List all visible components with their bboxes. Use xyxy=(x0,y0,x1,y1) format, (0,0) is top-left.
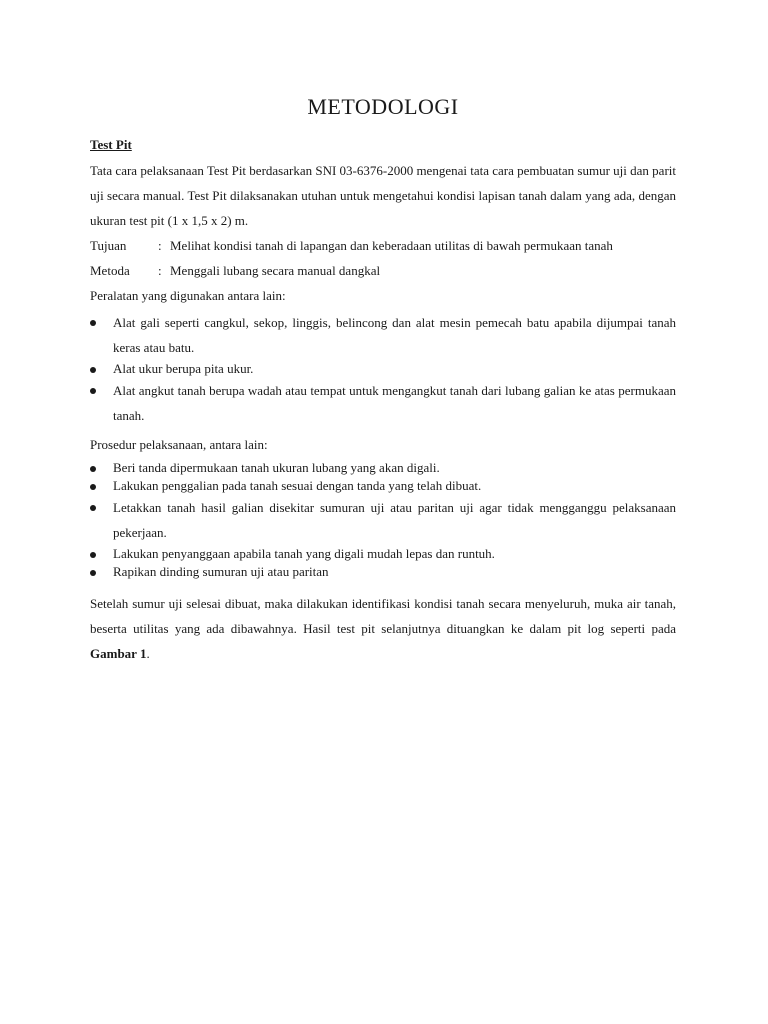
detail-value: Menggali lubang secara manual dangkal xyxy=(170,263,381,278)
list-item xyxy=(90,495,676,545)
list-item-text: Rapikan dinding sumuran uji atau paritan xyxy=(113,564,329,579)
list-item xyxy=(90,459,676,477)
closing-paragraph xyxy=(90,591,676,666)
equipment-list xyxy=(90,310,676,428)
page-title: METODOLOGI xyxy=(307,94,459,119)
list-item-text: Lakukan penyanggaan apabila tanah yang digali mudah lepas dan runtuh. xyxy=(113,546,495,561)
list-item xyxy=(90,563,676,581)
list-item xyxy=(90,545,676,563)
detail-row-tujuan xyxy=(90,233,676,258)
bullet-icon xyxy=(90,552,96,558)
bullet-icon xyxy=(90,367,96,373)
equipment-intro: Peralatan yang digunakan antara lain: xyxy=(90,288,286,303)
list-item xyxy=(90,378,676,428)
detail-separator: : xyxy=(158,238,162,253)
list-item-text: Alat gali seperti cangkul, sekop, linggis, belincong dan alat mesin pemecah batu apabila dijumpai tanah keras atau batu. xyxy=(113,315,676,355)
section-heading: Test Pit xyxy=(90,137,132,152)
detail-separator: : xyxy=(158,263,162,278)
list-item xyxy=(90,310,676,360)
bullet-icon xyxy=(90,466,96,472)
list-item-text: Letakkan tanah hasil galian disekitar sumuran uji atau paritan uji agar tidak mengganggu pelaksanaan pekerjaan. xyxy=(113,500,676,540)
list-item-text: Lakukan penggalian pada tanah sesuai dengan tanda yang telah dibuat. xyxy=(113,478,482,493)
bullet-icon xyxy=(90,388,96,394)
document-page xyxy=(90,92,676,666)
intro-paragraph: Tata cara pelaksanaan Test Pit berdasarkan SNI 03-6376-2000 mengenai tata cara pembuatan sumur uji dan parit uji secara manual. Test Pit dilaksanakan utuhan untuk mengetahui kondisi lapisan tanah dalam yang ada, dengan ukuran test pit (1 x 1,5 x 2) m. xyxy=(90,163,676,228)
detail-key: Metoda xyxy=(90,263,130,278)
procedure-list xyxy=(90,459,676,581)
bullet-icon xyxy=(90,320,96,326)
figure-reference: Gambar 1 xyxy=(90,646,147,661)
bullet-icon xyxy=(90,505,96,511)
closing-text: Setelah sumur uji selesai dibuat, maka dilakukan identifikasi kondisi tanah secara menyeluruh, muka air tanah, beserta utilitas yang ada dibawahnya. Hasil test pit selanjutnya dituangkan ke dalam pit log seperti pada xyxy=(90,596,676,636)
list-item-text: Alat angkut tanah berupa wadah atau tempat untuk mengangkut tanah dari lubang galian ke atas permukaan tanah. xyxy=(113,383,676,423)
list-item xyxy=(90,477,676,495)
list-item xyxy=(90,360,676,378)
closing-end: . xyxy=(146,646,150,661)
detail-row-metoda xyxy=(90,258,676,283)
detail-value: Melihat kondisi tanah di lapangan dan keberadaan utilitas di bawah permukaan tanah xyxy=(170,238,613,253)
details-list xyxy=(90,233,676,283)
bullet-icon xyxy=(90,570,96,576)
detail-key: Tujuan xyxy=(90,238,127,253)
bullet-icon xyxy=(90,484,96,490)
list-item-text: Beri tanda dipermukaan tanah ukuran lubang yang akan digali. xyxy=(113,460,440,475)
procedure-intro: Prosedur pelaksanaan, antara lain: xyxy=(90,437,268,452)
list-item-text: Alat ukur berupa pita ukur. xyxy=(113,361,254,376)
